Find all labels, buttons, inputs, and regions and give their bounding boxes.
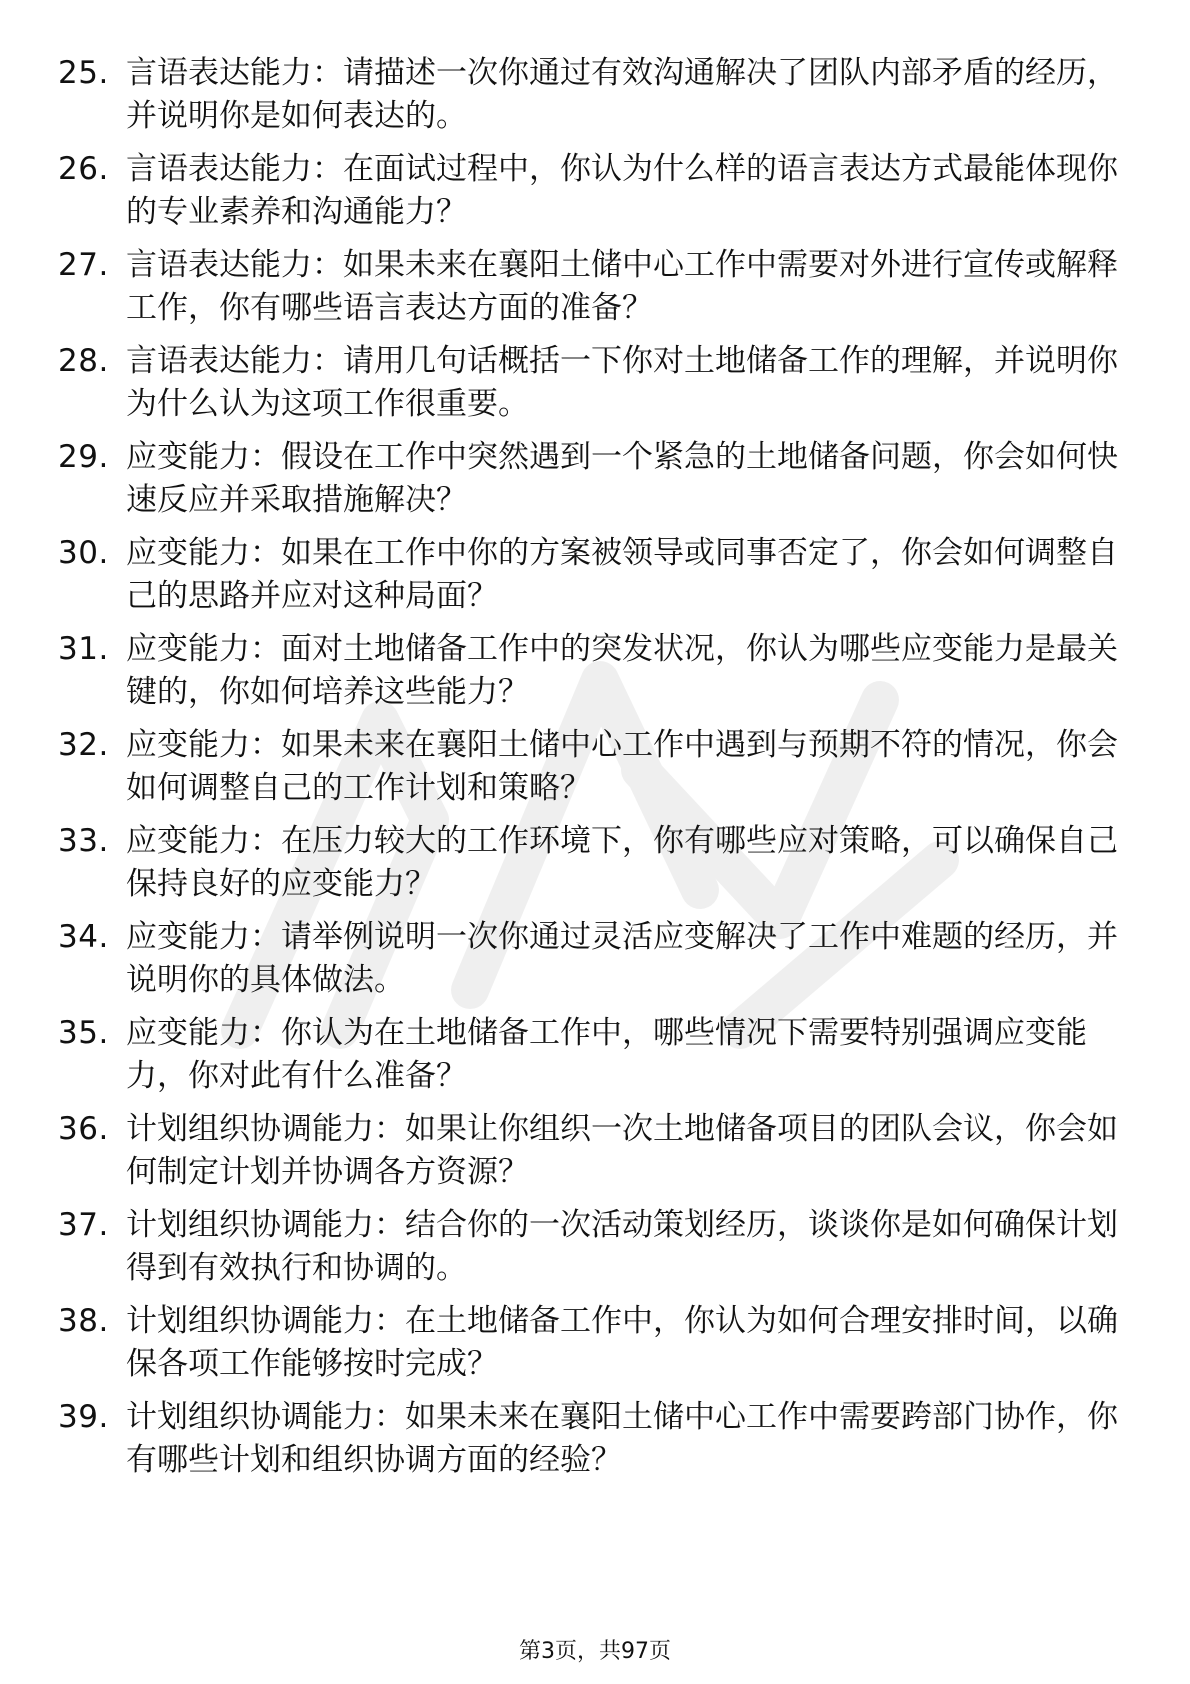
question-item (58, 244, 1118, 340)
question-list (58, 52, 1118, 1492)
question-item (58, 436, 1118, 532)
question-number: 28. (58, 343, 109, 379)
question-text: 应变能力：请举例说明一次你通过灵活应变解决了工作中难题的经历，并说明你的具体做法。 (126, 919, 1118, 998)
question-text: 言语表达能力：请描述一次你通过有效沟通解决了团队内部矛盾的经历，并说明你是如何表达的。 (126, 55, 1118, 134)
question-number: 26. (58, 151, 109, 187)
question-text: 应变能力：你认为在土地储备工作中，哪些情况下需要特别强调应变能力，你对此有什么准备？ (126, 1015, 1087, 1094)
question-item (58, 724, 1118, 820)
question-item (58, 148, 1118, 244)
question-text: 应变能力：如果在工作中你的方案被领导或同事否定了，你会如何调整自己的思路并应对这种局面？ (126, 535, 1118, 614)
question-item (58, 1012, 1118, 1108)
page-footer (0, 1638, 1190, 1666)
question-number: 34. (58, 919, 109, 955)
question-item (58, 916, 1118, 1012)
question-number: 35. (58, 1015, 109, 1051)
question-item (58, 820, 1118, 916)
question-number: 25. (58, 55, 109, 91)
question-text: 应变能力：在压力较大的工作环境下，你有哪些应对策略，可以确保自己保持良好的应变能力？ (126, 823, 1118, 902)
question-number: 37. (58, 1207, 109, 1243)
question-number: 31. (58, 631, 109, 667)
question-text: 计划组织协调能力：结合你的一次活动策划经历，谈谈你是如何确保计划得到有效执行和协调的。 (126, 1207, 1118, 1286)
question-text: 计划组织协调能力：如果让你组织一次土地储备项目的团队会议，你会如何制定计划并协调各方资源？ (126, 1111, 1118, 1190)
question-text: 应变能力：面对土地储备工作中的突发状况，你认为哪些应变能力是最关键的，你如何培养这些能力？ (126, 631, 1118, 710)
question-text: 言语表达能力：如果未来在襄阳土储中心工作中需要对外进行宣传或解释工作，你有哪些语言表达方面的准备？ (126, 247, 1118, 326)
question-item (58, 1300, 1118, 1396)
page-number: 第3页，共97页 (519, 1639, 671, 1664)
question-number: 29. (58, 439, 109, 475)
question-number: 27. (58, 247, 109, 283)
question-item (58, 1204, 1118, 1300)
question-text: 应变能力：假设在工作中突然遇到一个紧急的土地储备问题，你会如何快速反应并采取措施解决？ (126, 439, 1118, 518)
question-item (58, 628, 1118, 724)
question-text: 言语表达能力：在面试过程中，你认为什么样的语言表达方式最能体现你的专业素养和沟通能力？ (126, 151, 1118, 230)
question-text: 计划组织协调能力：在土地储备工作中，你认为如何合理安排时间，以确保各项工作能够按时完成？ (126, 1303, 1118, 1382)
question-number: 38. (58, 1303, 109, 1339)
question-text: 计划组织协调能力：如果未来在襄阳土储中心工作中需要跨部门协作，你有哪些计划和组织协调方面的经验？ (126, 1399, 1118, 1478)
question-number: 39. (58, 1399, 109, 1435)
question-item (58, 532, 1118, 628)
question-text: 言语表达能力：请用几句话概括一下你对土地储备工作的理解，并说明你为什么认为这项工作很重要。 (126, 343, 1118, 422)
question-number: 33. (58, 823, 109, 859)
question-item (58, 52, 1118, 148)
question-item (58, 1396, 1118, 1492)
question-text: 应变能力：如果未来在襄阳土储中心工作中遇到与预期不符的情况，你会如何调整自己的工作计划和策略？ (126, 727, 1118, 806)
question-number: 30. (58, 535, 109, 571)
question-number: 32. (58, 727, 109, 763)
question-item (58, 340, 1118, 436)
question-item (58, 1108, 1118, 1204)
question-number: 36. (58, 1111, 109, 1147)
